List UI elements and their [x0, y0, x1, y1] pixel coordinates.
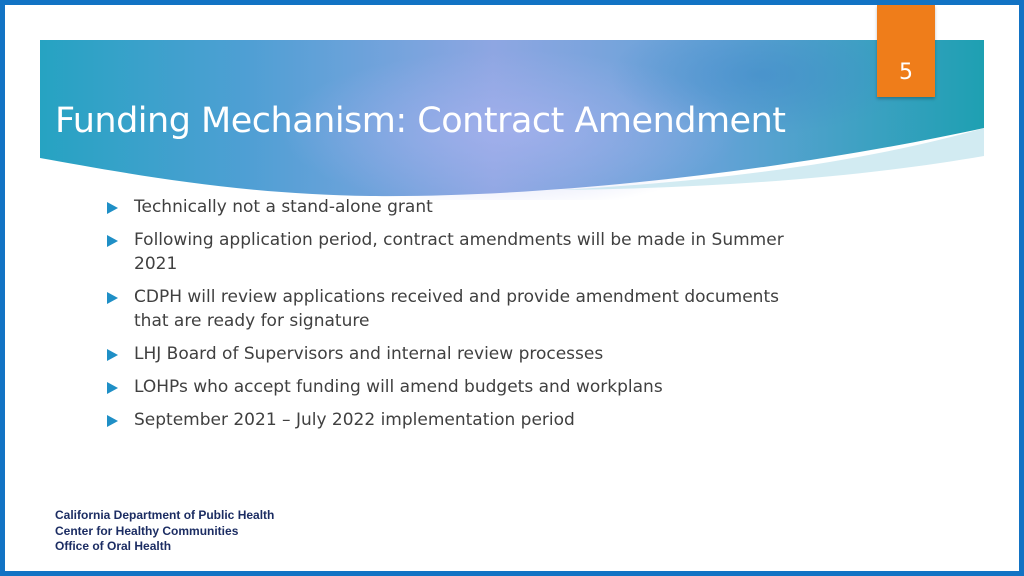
bullet-text: LOHPs who accept funding will amend budgets and workplans — [134, 377, 663, 397]
slide-title: Funding Mechanism: Contract Amendment — [55, 101, 786, 141]
footer-office: Office of Oral Health — [55, 539, 172, 553]
bullet-item — [105, 375, 805, 399]
bullet-text: LHJ Board of Supervisors and internal review processes — [134, 344, 604, 364]
footer-department: California Department of Public Health — [55, 508, 275, 522]
bullet-text: Technically not a stand-alone grant — [134, 197, 433, 217]
arrow-bullet-icon — [107, 292, 118, 304]
footer-organization — [55, 508, 274, 555]
bullet-item — [105, 285, 805, 333]
bullet-text: Following application period, contract amendments will be made in Summer 2021 — [134, 230, 784, 274]
bullet-item — [105, 195, 805, 219]
arrow-bullet-icon — [107, 415, 118, 427]
arrow-bullet-icon — [107, 349, 118, 361]
arrow-bullet-icon — [107, 235, 118, 247]
bullet-text: CDPH will review applications received and provide amendment documents that are ready for signature — [134, 287, 779, 331]
bullet-item — [105, 342, 805, 366]
bullet-item — [105, 228, 805, 276]
arrow-bullet-icon — [107, 382, 118, 394]
arrow-bullet-icon — [107, 202, 118, 214]
footer-center: Center for Healthy Communities — [55, 523, 239, 538]
page-number: 5 — [899, 60, 913, 85]
bullet-list — [105, 195, 805, 441]
bullet-text: September 2021 – July 2022 implementation period — [134, 410, 575, 430]
bullet-item — [105, 408, 805, 432]
page-number-tab — [877, 5, 935, 97]
